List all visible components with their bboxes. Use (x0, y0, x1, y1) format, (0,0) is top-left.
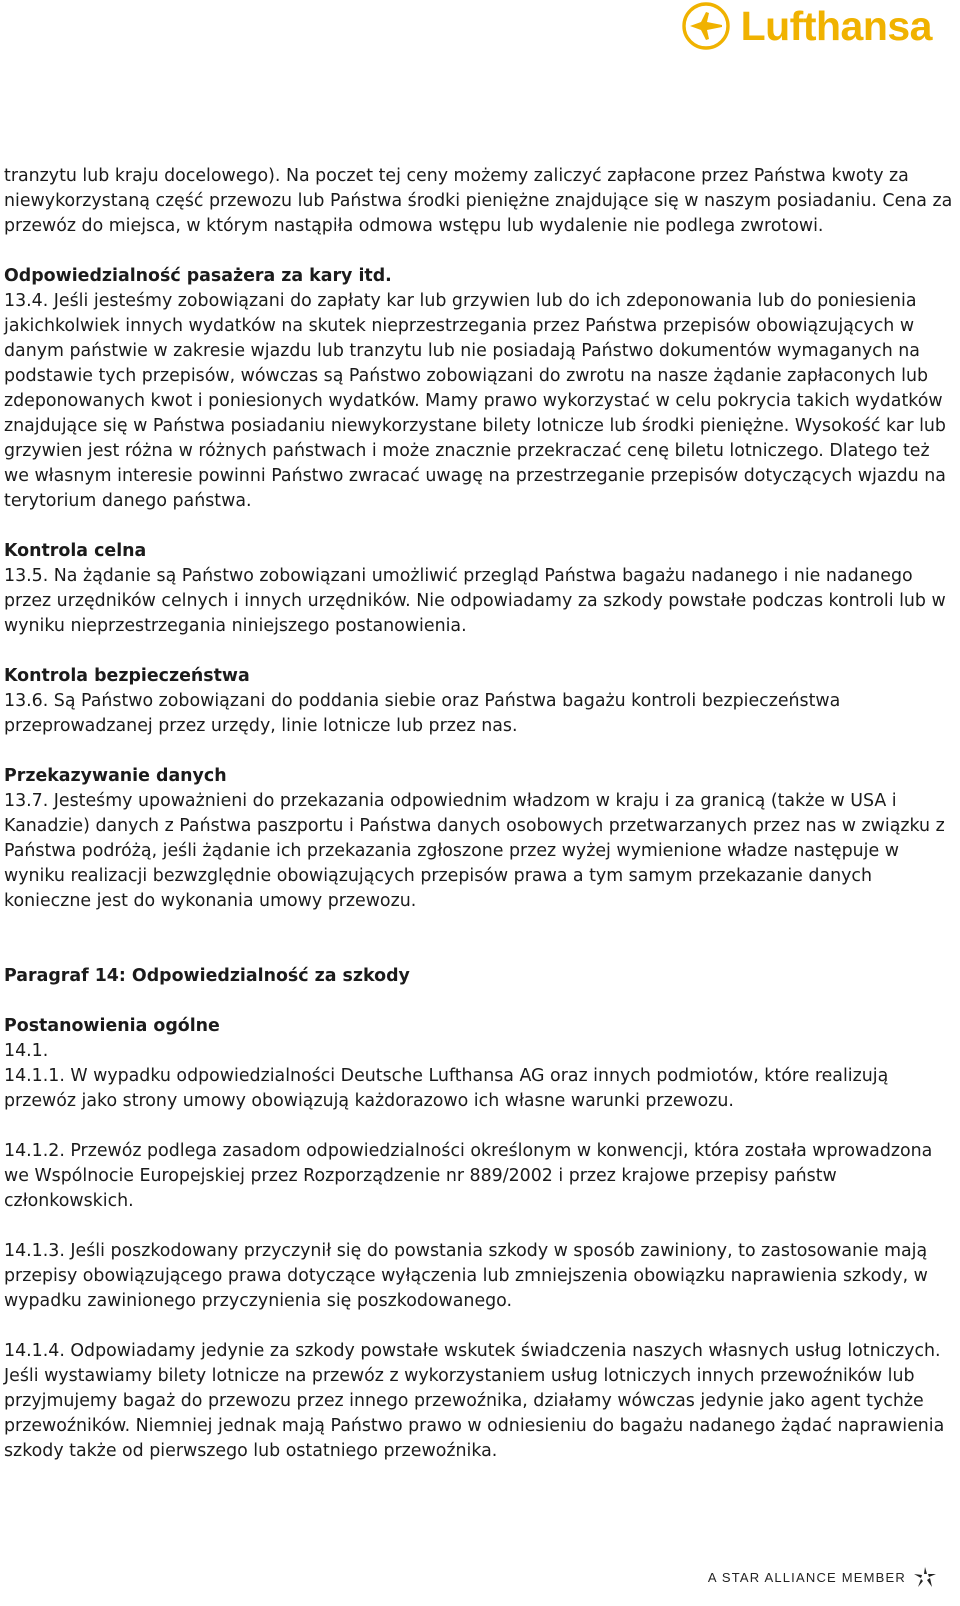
star-alliance-footer (708, 1566, 938, 1588)
footer-text: A STAR ALLIANCE MEMBER (707, 1569, 906, 1585)
paragraph: 13.7. Jesteśmy upoważnieni do przekazania odpowiednim władzom w kraju i za granicą (także w USA i Kanadzie) danych z Państwa paszportu i Państwa danych osobowych przetwarzanych przez nas w związku z Państwa podróżą, jeśli żądanie ich przekazania zgłoszone przez wyżej wymienione władze następuje w wyniku realizacji bezwzględnie obowiązujących przepisów prawa a tym samym przekazanie danych konieczne jest do wykonania umowy przewozu. (4, 791, 945, 911)
paragraph: 14.1.4. Odpowiadamy jedynie za szkody powstałe wskutek świadczenia naszych własnych usług lotniczych. Jeśli wystawiamy bilety lotnicze na przewóz z wykorzystaniem usług lotniczych innych przewoźników lub przyjmujemy bagaż do przewozu przez innego przewoźnika, działamy wówczas jedynie jako agent tychże przewoźników. Niemniej jednak mają Państwo prawo w odniesieniu do bagażu nadanego żądać naprawienia szkody także od pierwszego lub ostatniego przewoźnika. (4, 1341, 945, 1461)
section-heading: Przekazywanie danych (4, 766, 227, 786)
crane-emblem-icon (681, 1, 731, 51)
chapter-heading: Paragraf 14: Odpowiedzialność za szkody (4, 966, 410, 986)
paragraph: 14.1.1. W wypadku odpowiedzialności Deutsche Lufthansa AG oraz innych podmiotów, które realizują przewóz jako strony umowy obowiązują każdorazowo ich własne warunki przewozu. (4, 1066, 889, 1111)
section-heading: Odpowiedzialność pasażera za kary itd. (4, 266, 392, 286)
paragraph: 13.5. Na żądanie są Państwo zobowiązani umożliwić przegląd Państwa bagażu nadanego i nie nadanego przez urzędników celnych i innych urzędników. Nie odpowiadamy za szkody powstałe podczas kontroli lub w wyniku nieprzestrzegania niniejszego postanowienia. (4, 566, 946, 636)
paragraph: 14.1. (4, 1041, 49, 1061)
section-heading: Kontrola celna (4, 541, 147, 561)
paragraph: 13.6. Są Państwo zobowiązani do poddania siebie oraz Państwa bagażu kontroli bezpieczeństwa przeprowadzanej przez urzędy, linie lotnicze lub przez nas. (4, 691, 841, 736)
section-heading: Postanowienia ogólne (4, 1016, 220, 1036)
star-alliance-icon (912, 1566, 938, 1588)
logo-text: Lufthansa (740, 3, 932, 49)
paragraph: 13.4. Jeśli jesteśmy zobowiązani do zapłaty kar lub grzywien lub do ich zdeponowania lub do poniesienia jakichkolwiek innych wydatków na skutek nieprzestrzegania przez Państwa przepisów obowiązujących w danym państwie w zakresie wjazdu lub tranzytu lub nie posiadają Państwo dokumentów wymaganych na podstawie tych przepisów, wówczas są Państwo zobowiązani do zwrotu na nasze żądanie zapłaconych lub zdeponowanych kwot i poniesionych wydatków. Mamy prawo wykorzystać w celu pokrycia takich wydatków znajdujące się w Państwa posiadaniu niewykorzystane bilety lotnicze lub środki pieniężne. Wysokość kar lub grzywien jest różna w różnych państwach i może znacznie przekraczać cenę biletu lotniczego. Dlatego też we własnym interesie powinni Państwo zwracać uwagę na przestrzeganie przepisów dotyczących wjazdu na terytorium danego państwa. (4, 291, 946, 511)
section-heading: Kontrola bezpieczeństwa (4, 666, 250, 686)
paragraph: tranzytu lub kraju docelowego). Na poczet tej ceny możemy zaliczyć zapłacone przez Państwa kwoty za niewykorzystaną część przewozu lub Państwa środki pieniężne znajdujące się w naszym posiadaniu. Cena za przewóz do miejsca, w którym nastąpiła odmowa wstępu lub wydalenie nie podlega zwrotowi. (4, 166, 953, 236)
lufthansa-logo (681, 0, 932, 52)
document-body (4, 164, 954, 1464)
paragraph: 14.1.2. Przewóz podlega zasadom odpowiedzialności określonym w konwencji, która została wprowadzona we Wspólnocie Europejskiej przez Rozporządzenie nr 889/2002 i przez krajowe przepisy państw członkowskich. (4, 1141, 933, 1211)
paragraph: 14.1.3. Jeśli poszkodowany przyczynił się do powstania szkody w sposób zawiniony, to zastosowanie mają przepisy obowiązującego prawa dotyczące wyłączenia lub zmniejszenia obowiązku naprawienia szkody, w wypadku zawinionego przyczynienia się poszkodowanego. (4, 1241, 928, 1311)
